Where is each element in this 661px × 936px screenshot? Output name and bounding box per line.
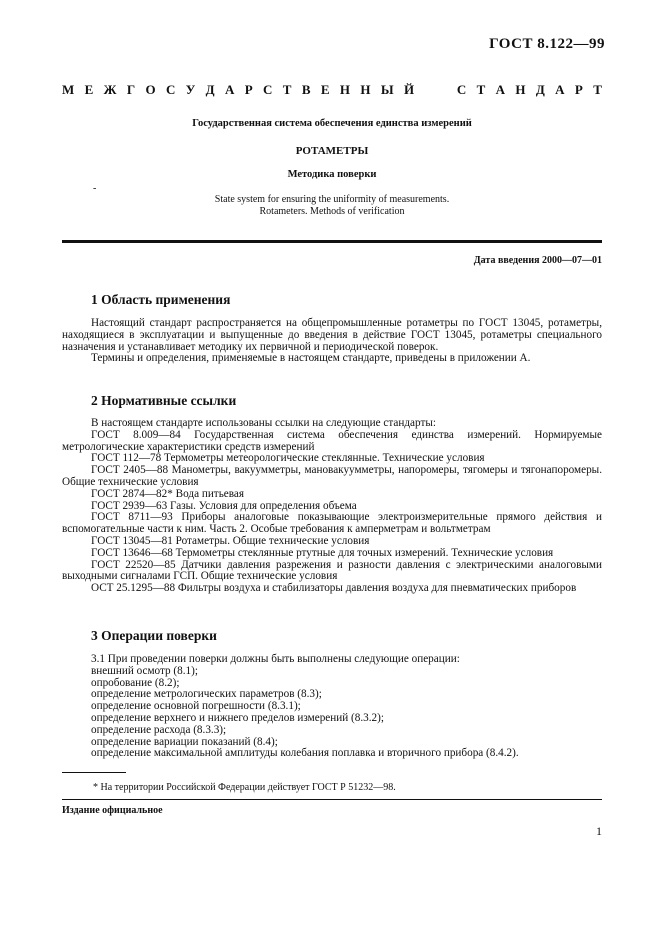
reference-item: ГОСТ 112—78 Термометры метеорологические стеклянные. Технические условия	[91, 452, 485, 465]
reference-item: ГОСТ 2874—82* Вода питьевая	[91, 487, 245, 500]
section-2-body	[62, 418, 602, 595]
section-2-intro: В настоящем стандарте использованы ссылки на следующие стандарты:	[91, 417, 436, 429]
banner-letter: Е	[320, 82, 330, 97]
reference-item: ГОСТ 13045—81 Ротаметры. Общие технические условия	[91, 534, 370, 547]
operation-item: опробование (8.2);	[91, 676, 180, 689]
banner-gap	[424, 82, 446, 98]
reference-item: ГОСТ 8711—93 Приборы аналоговые показывающие электроизмерительные прямого действия и вспомогательные части к ним. Часть 2. Особые требования к амперметрам и вольтметрам	[62, 511, 602, 536]
standard-type-banner	[62, 82, 602, 98]
section-1-paragraph-1: Настоящий стандарт распространяется на общепромышленные ротаметры по ГОСТ 13045, ротаметры, находящиеся в эксплуатации и выпущенные до введения в действие ГОСТ 13045, ротаметры специального назначения и устанавливает методику их первичной и периодической поверок.	[62, 317, 602, 353]
banner-letter: А	[555, 82, 565, 97]
operation-item: определение вариации показаний (8.4);	[91, 735, 278, 748]
banner-letter: Н	[360, 82, 371, 97]
banner-letter: Й	[403, 82, 415, 97]
banner-letter: Н	[339, 82, 351, 97]
introduction-date: Дата введения 2000—07—01	[473, 255, 602, 266]
banner-letter: Д	[535, 82, 545, 97]
banner-letter: А	[495, 82, 505, 97]
operation-item: определение верхнего и нижнего пределов измерений (8.3.2);	[91, 711, 384, 724]
banner-letter: С	[166, 82, 176, 97]
banner-letter: Н	[515, 82, 526, 97]
reference-item: ГОСТ 13646—68 Термометры стеклянные ртутные для точных измерений. Технические условия	[91, 546, 554, 559]
edition-label: Издание официальное	[62, 805, 163, 816]
banner-letter: У	[185, 82, 196, 97]
operation-item: определение основной погрешности (8.3.1);	[91, 700, 301, 713]
banner-letter: В	[301, 82, 311, 97]
banner-letter: Р	[574, 82, 583, 97]
banner-letter: Д	[205, 82, 215, 97]
banner-letter: С	[263, 82, 273, 97]
english-title	[62, 194, 602, 218]
reference-item: ГОСТ 2405—88 Манометры, вакуумметры, мановакуумметры, напоромеры, тягомеры и тягонапоромеры. Общие технические условия	[62, 464, 602, 488]
footer-divider	[62, 799, 602, 800]
banner-letter: А	[224, 82, 235, 97]
banner-letter: Т	[282, 82, 292, 97]
footnote: * На территории Российской Федерации действует ГОСТ Р 51232—98.	[93, 782, 396, 793]
section-1-body	[62, 318, 602, 365]
operation-item: внешний осмотр (8.1);	[91, 664, 198, 677]
section-3-body	[91, 654, 602, 760]
document-title: РОТАМЕТРЫ	[295, 145, 369, 157]
document-subtitle: Методика поверки	[287, 169, 377, 180]
section-3-heading: 3 Операции поверки	[91, 628, 217, 643]
reference-item: ОСТ 25.1295—88 Фильтры воздуха и стабилизаторы давления воздуха для пневматических приборов	[91, 582, 577, 595]
dash-mark: -	[93, 183, 97, 194]
operation-item: определение метрологических параметров (8.3);	[91, 688, 322, 701]
banner-letter: О	[145, 82, 156, 97]
banner-letter: Т	[593, 82, 602, 97]
banner-letter: Г	[126, 82, 136, 97]
banner-letter: Е	[84, 82, 94, 97]
reference-item: ГОСТ 2939—63 Газы. Условия для определения объема	[91, 499, 357, 512]
operation-item: определение максимальной амплитуды колебания поплавка и вторичного прибора (8.4.2).	[91, 747, 519, 760]
banner-letter: Т	[476, 82, 486, 97]
section-1-heading: 1 Область применения	[91, 292, 231, 307]
english-title-line-1: State system for ensuring the uniformity of measurements.	[214, 194, 450, 205]
reference-item: ГОСТ 22520—85 Датчики давления разрежения и разности давления с электрическими аналоговыми выходными сигналами ГСП. Общие технические условия	[62, 558, 602, 583]
banner-letter: М	[62, 82, 75, 97]
section-3-intro: 3.1 При проведении поверки должны быть выполнены следующие операции:	[91, 653, 460, 665]
banner-letter: Ы	[380, 82, 394, 97]
footnote-divider	[62, 772, 126, 773]
document-code: ГОСТ 8.122—99	[489, 36, 605, 52]
operation-item: определение расхода (8.3.3);	[91, 723, 227, 736]
banner-letter: С	[456, 82, 467, 97]
section-1-paragraph-2: Термины и определения, применяемые в настоящем стандарте, приведены в приложении А.	[91, 352, 531, 365]
section-2-heading: 2 Нормативные ссылки	[91, 393, 237, 408]
system-title: Государственная система обеспечения единства измерений	[192, 118, 472, 129]
banner-letter: Ж	[103, 82, 117, 97]
title-divider	[62, 240, 602, 243]
english-title-line-2: Rotameters. Methods of verification	[259, 206, 405, 217]
reference-item: ГОСТ 8.009—84 Государственная система обеспечения единства измерений. Нормируемые метрологические характеристики средств измерений	[62, 428, 602, 453]
page-number: 1	[596, 824, 602, 838]
banner-letter: Р	[244, 82, 253, 97]
